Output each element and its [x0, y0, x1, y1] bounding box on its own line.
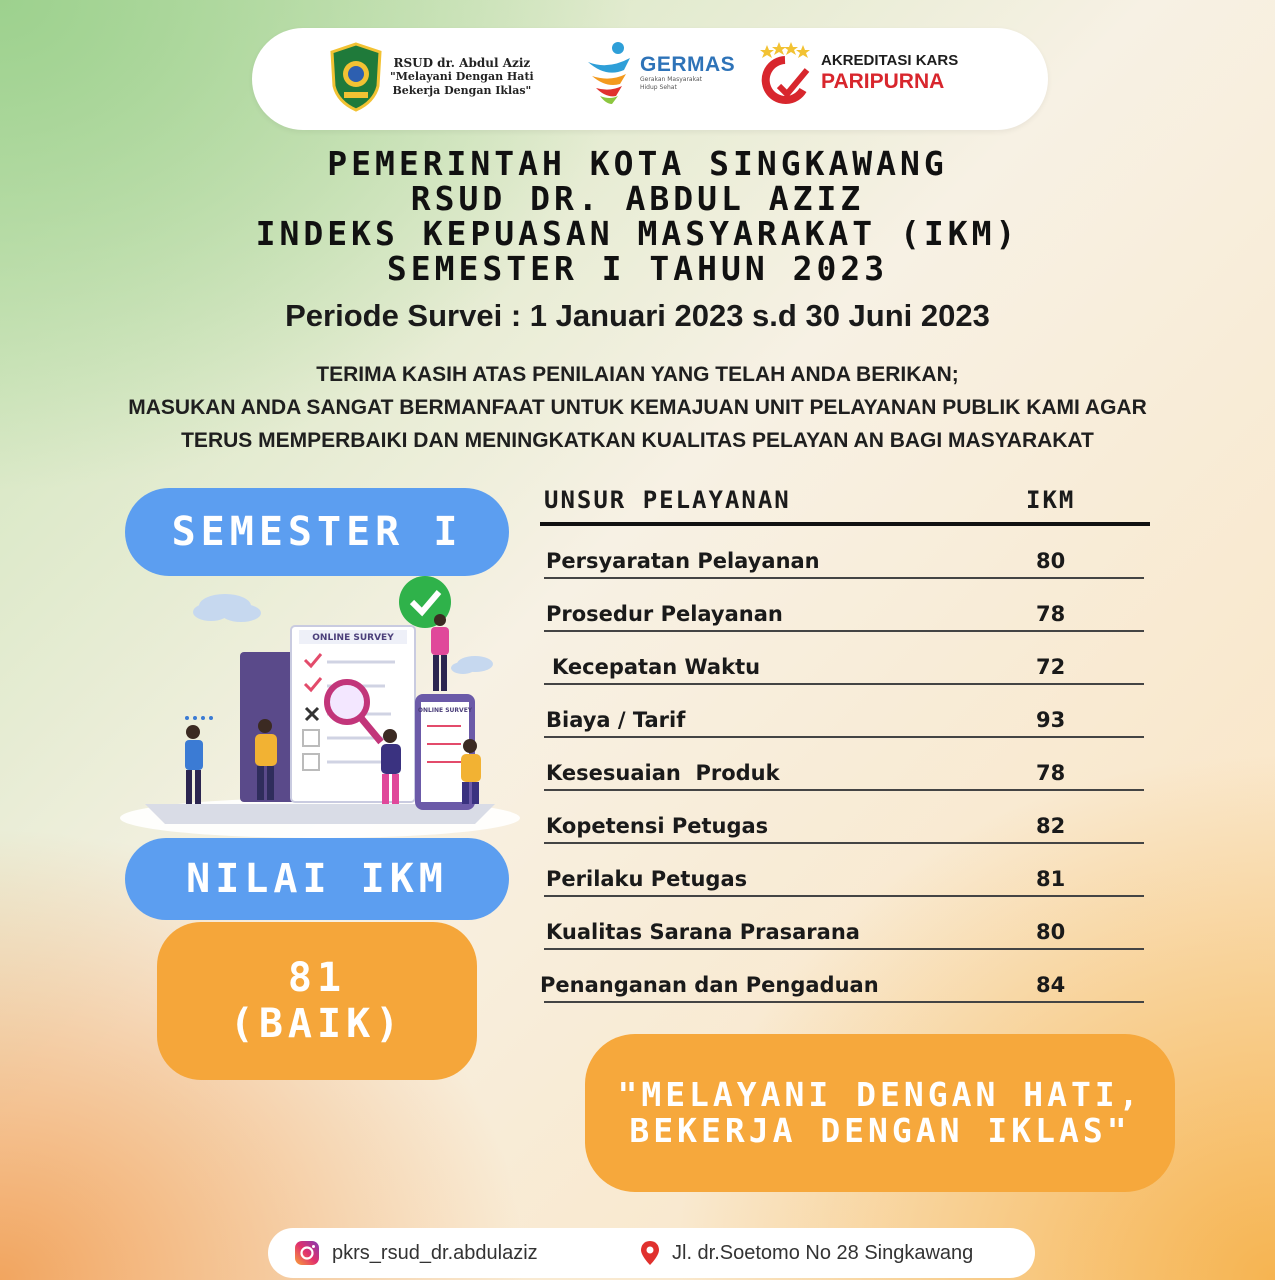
- row-name: Perilaku Petugas: [546, 867, 748, 891]
- row-value: 81: [1036, 867, 1066, 891]
- title-line-3: INDEKS KEPUASAN MASYARAKAT (IKM): [255, 214, 1020, 253]
- ikm-score-value: 81: [287, 955, 347, 1001]
- title-line-1: PEMERINTAH KOTA SINGKAWANG: [327, 144, 948, 183]
- row-name: Kecepatan Waktu: [552, 655, 761, 679]
- instagram-icon: [294, 1240, 320, 1266]
- rsud-tagline-1: "Melayani Dengan Hati: [390, 70, 534, 83]
- table-row: [544, 632, 1144, 685]
- intro-line-3: TERUS MEMPERBAIKI DAN MENINGKATKAN KUALITAS PELAYAN AN BAGI MASYARAKAT: [181, 429, 1094, 452]
- header-unsur: UNSUR PELAYANAN: [544, 486, 791, 514]
- table-row: [544, 685, 1144, 738]
- ikm-table: [540, 480, 1150, 1003]
- table-row: [544, 897, 1144, 950]
- nilai-ikm-badge: NILAI IKM: [125, 838, 509, 920]
- ikm-score-grade: (BAIK): [229, 1001, 405, 1047]
- motto-line-2: BEKERJA DENGAN IKLAS": [629, 1111, 1131, 1150]
- title-block: [0, 146, 1275, 286]
- online-survey-illustration: [115, 566, 525, 842]
- rsud-logo: [330, 42, 534, 112]
- logo-banner: [252, 28, 1048, 130]
- periode-survei: Periode Survei : 1 Januari 2023 s.d 30 Juni 2023: [285, 298, 990, 333]
- kars-logo: [757, 42, 958, 104]
- table-row: [544, 738, 1144, 791]
- row-value: 80: [1036, 549, 1066, 573]
- row-value: 72: [1036, 655, 1066, 679]
- footer-bar: [268, 1228, 1035, 1278]
- instagram-handle: pkrs_rsud_dr.abdulaziz: [332, 1241, 538, 1264]
- kars-emblem-icon: [757, 42, 813, 104]
- magnifier-icon: [327, 682, 367, 722]
- address-text: Jl. dr.Soetomo No 28 Singkawang: [672, 1241, 974, 1264]
- title-line-4: SEMESTER I TAHUN 2023: [386, 249, 889, 288]
- kars-line-2: PARIPURNA: [821, 70, 945, 93]
- row-value: 82: [1036, 814, 1066, 838]
- rsud-name: RSUD dr. Abdul Aziz: [393, 56, 531, 70]
- row-name: Kopetensi Petugas: [546, 814, 769, 838]
- rsud-tagline-2: Bekerja Dengan Iklas": [392, 84, 532, 97]
- kars-line-1: AKREDITASI KARS: [821, 52, 959, 69]
- location-pin-icon: [640, 1240, 660, 1266]
- germas-logo: [582, 40, 735, 106]
- germas-subtitle: Gerakan Masyarakat Hidup Sehat: [640, 76, 702, 91]
- instagram-link[interactable]: [294, 1240, 538, 1266]
- table-row: [544, 844, 1144, 897]
- table-row: [544, 791, 1144, 844]
- city-crest-icon: [330, 42, 382, 112]
- address: [640, 1240, 973, 1266]
- table-row: [544, 526, 1144, 579]
- row-value: 78: [1036, 602, 1066, 626]
- row-name: Kualitas Sarana Prasarana: [546, 920, 860, 944]
- ikm-score-box: [157, 922, 477, 1080]
- row-value: 84: [1036, 973, 1066, 997]
- phone-survey-title: ONLINE SURVEY: [417, 707, 473, 714]
- row-name: Prosedur Pelayanan: [546, 602, 783, 626]
- intro-line-1: TERIMA KASIH ATAS PENILAIAN YANG TELAH ANDA BERIKAN;: [316, 363, 959, 386]
- motto-box: [585, 1034, 1175, 1192]
- title-line-2: RSUD DR. ABDUL AZIZ: [410, 179, 865, 218]
- table-row: [540, 950, 1144, 1003]
- survey-sheet-title: ONLINE SURVEY: [312, 633, 394, 643]
- row-value: 78: [1036, 761, 1066, 785]
- germas-name: GERMAS: [640, 53, 736, 76]
- row-value: 80: [1036, 920, 1066, 944]
- row-name: Biaya / Tarif: [546, 708, 686, 732]
- row-value: 93: [1036, 708, 1066, 732]
- motto-line-1: "MELAYANI DENGAN HATI,: [617, 1075, 1143, 1114]
- row-name: Persyaratan Pelayanan: [546, 549, 820, 573]
- table-header: [540, 480, 1150, 526]
- germas-figure-icon: [582, 40, 636, 106]
- table-row: [544, 579, 1144, 632]
- row-name: Penanganan dan Pengaduan: [540, 973, 879, 997]
- semester-badge: SEMESTER I: [125, 488, 509, 576]
- intro-line-2: MASUKAN ANDA SANGAT BERMANFAAT UNTUK KEMAJUAN UNIT PELAYANAN PUBLIK KAMI AGAR: [128, 396, 1147, 419]
- header-ikm: IKM: [1026, 486, 1076, 514]
- row-name: Kesesuaian Produk: [546, 761, 780, 785]
- intro-text: [0, 358, 1275, 457]
